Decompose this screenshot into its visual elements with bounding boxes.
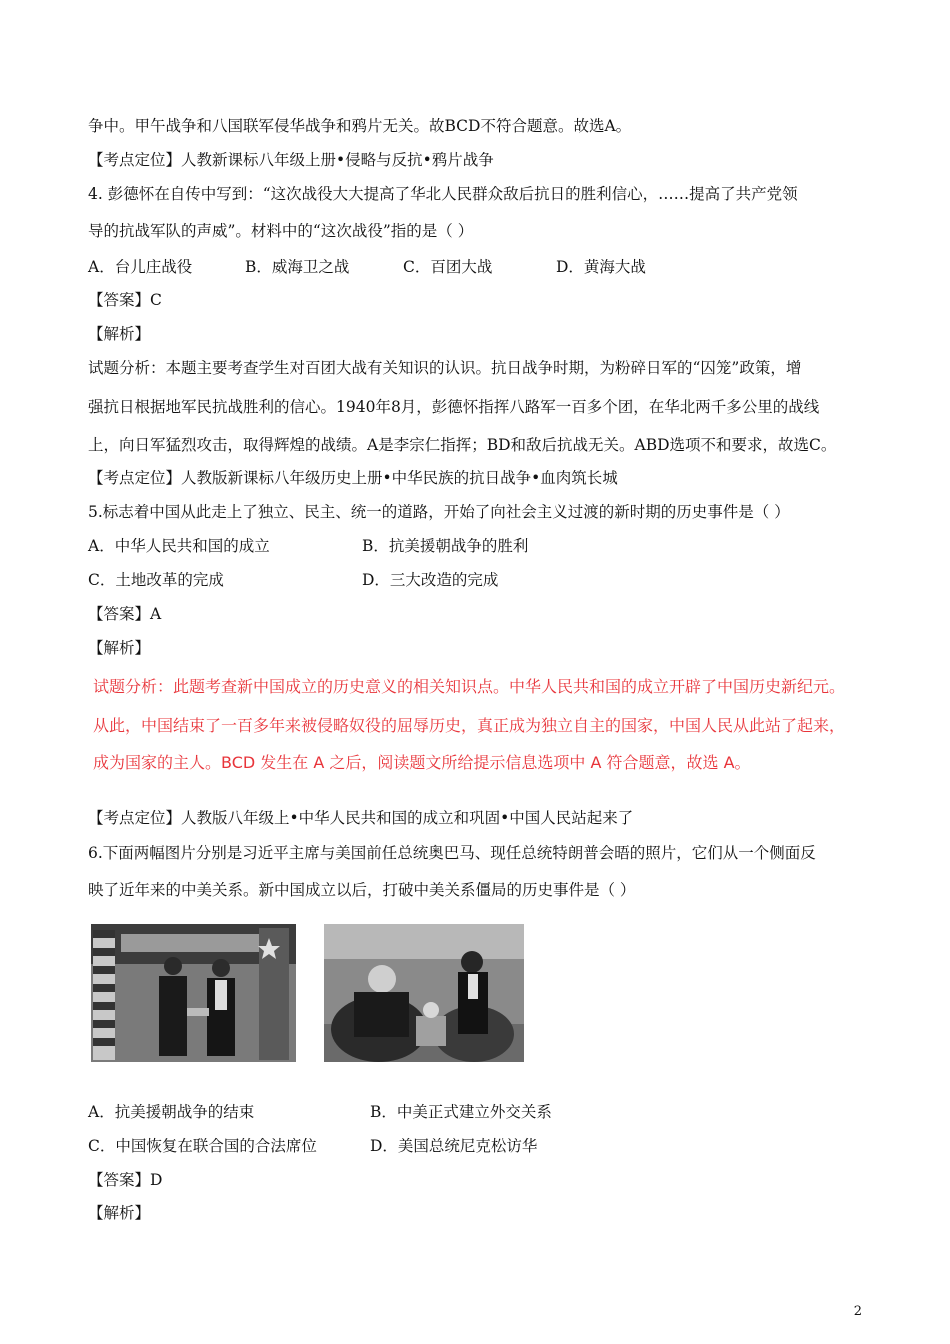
photo-handshake bbox=[91, 924, 296, 1062]
question-4-stem: 4. 彭德怀在自传中写到：“这次战役大大提高了华北人民群众敌后抗日的胜利信心，……提高了共产党领 bbox=[88, 185, 798, 203]
analysis-label: 【解析】 bbox=[88, 325, 151, 343]
photo-handshake-image bbox=[91, 924, 296, 1062]
analysis-label: 【解析】 bbox=[88, 1204, 151, 1222]
exam-point-line: 【考点定位】人教版八年级上•中华人民共和国的成立和巩固•中国人民站起来了 bbox=[88, 809, 634, 827]
analysis-text-red: 试题分析：此题考查新中国成立的历史意义的相关知识点。中华人民共和国的成立开辟了中国历史新纪元。 bbox=[93, 677, 846, 696]
exam-point-line: 【考点定位】人教新课标八年级上册•侵略与反抗•鸦片战争 bbox=[88, 151, 494, 169]
analysis-label: 【解析】 bbox=[88, 639, 151, 657]
photo-meeting-image bbox=[324, 924, 524, 1062]
question-5-stem: 5.标志着中国从此走上了独立、民主、统一的道路，开始了向社会主义过渡的新时期的历史事件是（ ） bbox=[88, 503, 790, 521]
analysis-text-red: 从此，中国结束了一百多年来被侵略奴役的屈辱历史，真正成为独立自主的国家，中国人民从此站了起来， bbox=[93, 716, 846, 735]
question-4-stem: 导的抗战军队的声威”。材料中的“这次战役”指的是（ ） bbox=[88, 222, 474, 240]
option-d: D．美国总统尼克松访华 bbox=[370, 1137, 538, 1155]
option-b: B．威海卫之战 bbox=[245, 258, 350, 276]
question-6-stem: 6.下面两幅图片分别是习近平主席与美国前任总统奥巴马、现任总统特朗普会晤的照片，它们从一个侧面反 bbox=[88, 844, 816, 862]
option-a: A．抗美援朝战争的结束 bbox=[88, 1103, 255, 1121]
text-line: 争中。甲午战争和八国联军侵华战争和鸦片无关。故BCD不符合题意。故选A。 bbox=[88, 117, 632, 135]
option-d: D．三大改造的完成 bbox=[362, 571, 499, 589]
option-c: C．百团大战 bbox=[403, 258, 493, 276]
exam-point-line: 【考点定位】人教版新课标八年级历史上册•中华民族的抗日战争•血肉筑长城 bbox=[88, 469, 618, 487]
option-b: B．抗美援朝战争的胜利 bbox=[362, 537, 529, 555]
option-c: C．土地改革的完成 bbox=[88, 571, 224, 589]
option-a: A．中华人民共和国的成立 bbox=[88, 537, 270, 555]
option-b: B．中美正式建立外交关系 bbox=[370, 1103, 552, 1121]
answer-label: 【答案】A bbox=[88, 605, 162, 623]
analysis-text: 强抗日根据地军民抗战胜利的信心。1940年8月，彭德怀指挥八路军一百多个团，在华北两千多公里的战线 bbox=[88, 398, 820, 416]
option-d: D．黄海大战 bbox=[556, 258, 646, 276]
answer-label: 【答案】D bbox=[88, 1171, 163, 1189]
analysis-text: 上，向日军猛烈攻击，取得辉煌的战绩。A是李宗仁指挥；BD和敌后抗战无关。ABD选项不和要求，故选C。 bbox=[88, 436, 837, 454]
photo-meeting bbox=[324, 924, 524, 1062]
option-c: C．中国恢复在联合国的合法席位 bbox=[88, 1137, 317, 1155]
page-number: 2 bbox=[853, 1304, 862, 1319]
answer-label: 【答案】C bbox=[88, 291, 162, 309]
question-6-stem: 映了近年来的中美关系。新中国成立以后，打破中美关系僵局的历史事件是（ ） bbox=[88, 881, 636, 899]
analysis-text: 试题分析：本题主要考查学生对百团大战有关知识的认识。抗日战争时期，为粉碎日军的“囚笼”政策，增 bbox=[88, 359, 802, 377]
option-a: A．台儿庄战役 bbox=[88, 258, 193, 276]
analysis-text-red: 成为国家的主人。BCD 发生在 A 之后，阅读题文所给提示信息选项中 A 符合题意，故选 A。 bbox=[93, 753, 751, 772]
